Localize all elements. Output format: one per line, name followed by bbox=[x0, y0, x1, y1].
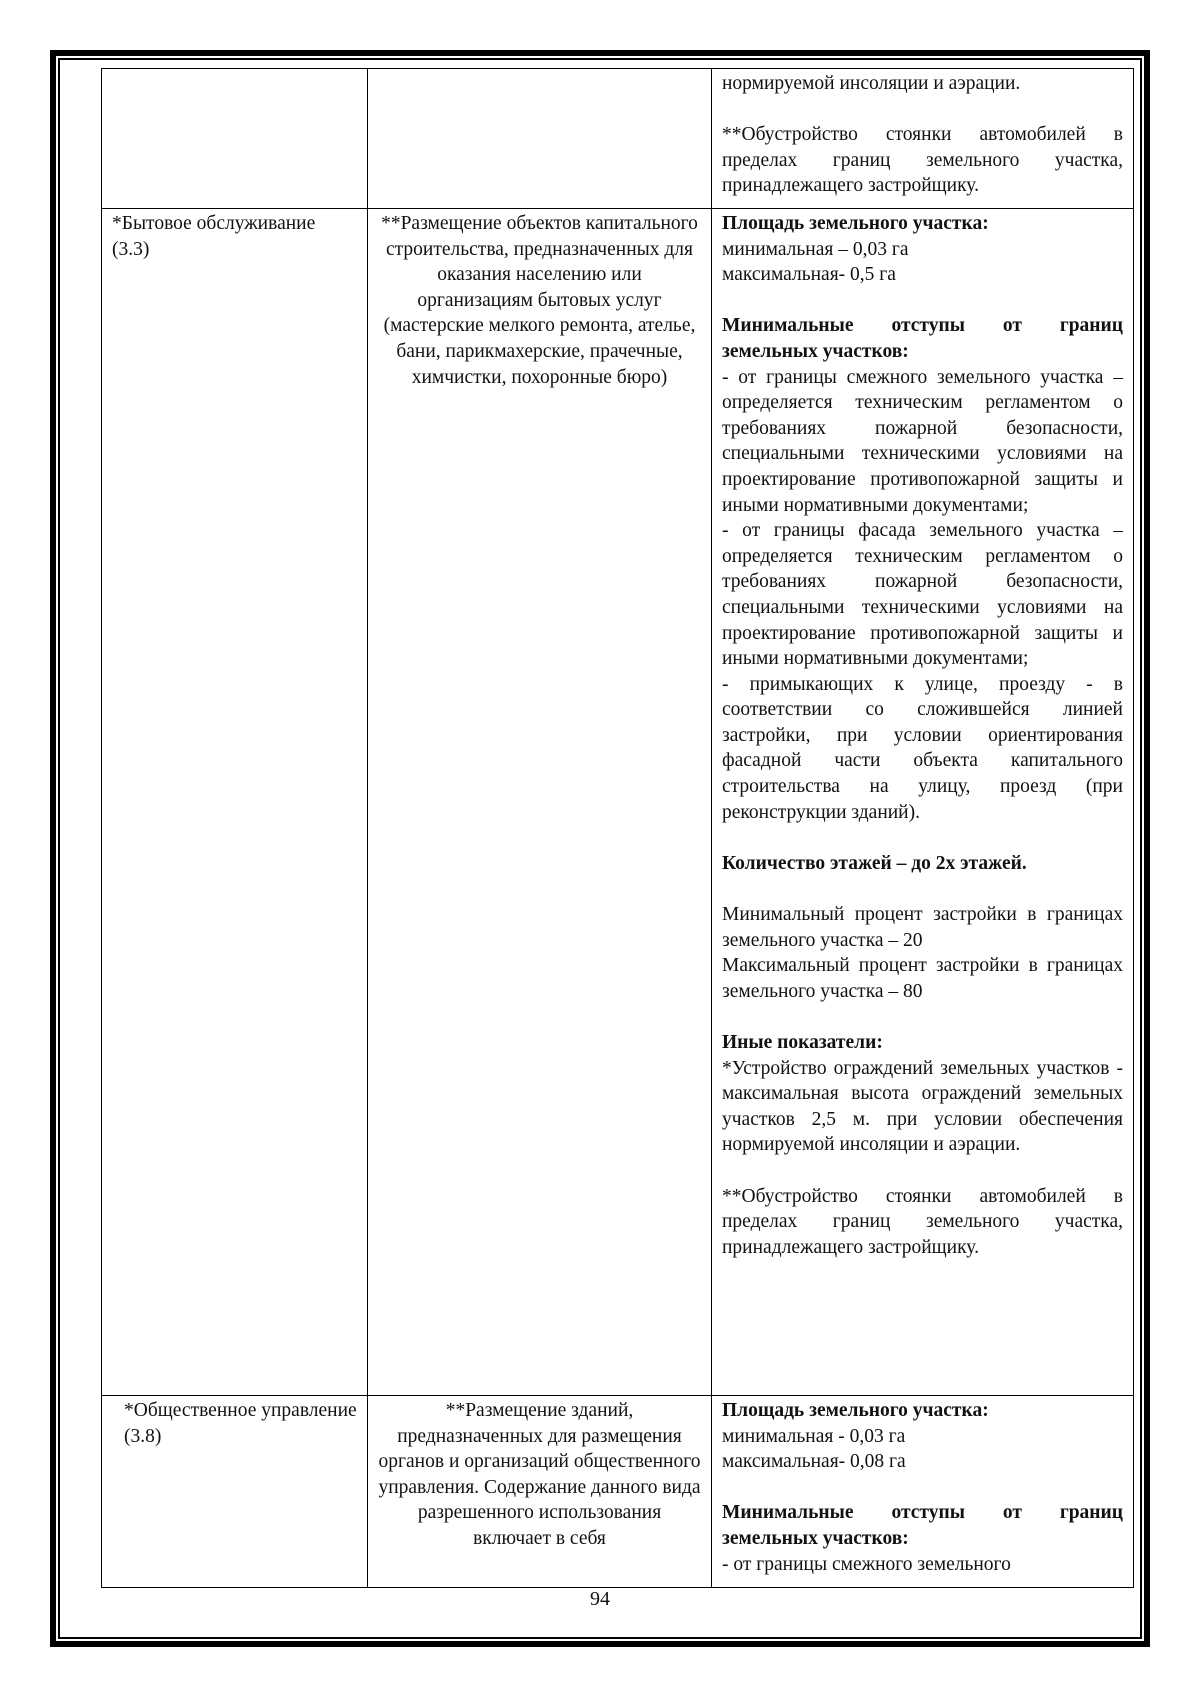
parameter-text: - от границы смежного земельного bbox=[722, 1553, 1011, 1575]
parameter-text: Максимальный процент застройки в границах земельного участка – 80 bbox=[722, 955, 1123, 1002]
parameter-text: нормируемой инсоляции и аэрации. bbox=[722, 73, 1021, 94]
section-heading: Минимальные отступы от границ земельных участков: bbox=[722, 315, 1123, 362]
parameters-cell bbox=[712, 69, 1134, 209]
section-heading: Площадь земельного участка: bbox=[722, 213, 989, 234]
parameters-cell bbox=[712, 1396, 1134, 1588]
use-description-cell: **Размещение объектов капитального строительства, предназначенных для оказания населению или организациям бытовых услуг (мастерские мелкого ремонта, ателье, бани, парикмахерские, прачечные, химчистки, похоронные бюро) bbox=[368, 209, 712, 1396]
parameters-cell bbox=[712, 209, 1134, 1396]
use-description-cell: **Размещение зданий, предназначенных для размещения органов и организаций общественного управления. Содержание данного вида разрешенного использования включает в себя bbox=[368, 1396, 712, 1588]
table-row bbox=[102, 209, 1134, 1396]
parameter-text: - примыкающих к улице, проезду - в соответствии со сложившейся линией застройки, при условии ориентирования фасадной части объекта капитального строительства на улицу, проезд (при реконструкции зданий). bbox=[722, 673, 1123, 823]
parameter-text: максимальная- 0,5 га bbox=[722, 264, 896, 286]
section-heading: Количество этажей – до 2х этажей. bbox=[722, 852, 1027, 874]
parameter-text: **Обустройство стоянки автомобилей в пределах границ земельного участка, принадлежащего застройщику. bbox=[722, 1185, 1123, 1258]
use-type-cell bbox=[102, 69, 368, 209]
parameter-text: минимальная – 0,03 га bbox=[722, 238, 909, 260]
use-description-cell bbox=[368, 69, 712, 209]
section-heading: Площадь земельного участка: bbox=[722, 1400, 989, 1421]
page-number: 94 bbox=[590, 1588, 610, 1610]
parameter-text: минимальная - 0,03 га bbox=[722, 1425, 906, 1447]
table-row bbox=[102, 69, 1134, 209]
section-heading: Минимальные отступы от границ земельных участков: bbox=[722, 1502, 1123, 1549]
use-type-cell: *Бытовое обслуживание (3.3) bbox=[102, 209, 368, 1396]
parameter-text: *Устройство ограждений земельных участков - максимальная высота ограждений земельных участков 2,5 м. при условии обеспечения нормируемой инсоляции и аэрации. bbox=[722, 1057, 1123, 1156]
zoning-table bbox=[101, 68, 1134, 1588]
parameter-text: - от границы фасада земельного участка – определяется техническим регламентом о требованиях пожарной безопасности, специальными техническими условиями на проектирование противопожарной защиты и иными нормативными документами; bbox=[722, 520, 1123, 670]
parameter-text: - от границы смежного земельного участка – определяется техническим регламентом о требованиях пожарной безопасности, специальными техническими условиями на проектирование противопожарной защиты и иными нормативными документами; bbox=[722, 366, 1123, 516]
table-row bbox=[102, 1396, 1134, 1588]
use-type-cell: *Общественное управление (3.8) bbox=[102, 1396, 368, 1588]
parameter-text: Минимальный процент застройки в границах земельного участка – 20 bbox=[722, 904, 1123, 951]
parameter-text: **Обустройство стоянки автомобилей в пределах границ земельного участка, принадлежащего застройщику. bbox=[722, 124, 1123, 197]
parameter-text: максимальная- 0,08 га bbox=[722, 1451, 906, 1473]
section-heading: Иные показатели: bbox=[722, 1032, 883, 1053]
